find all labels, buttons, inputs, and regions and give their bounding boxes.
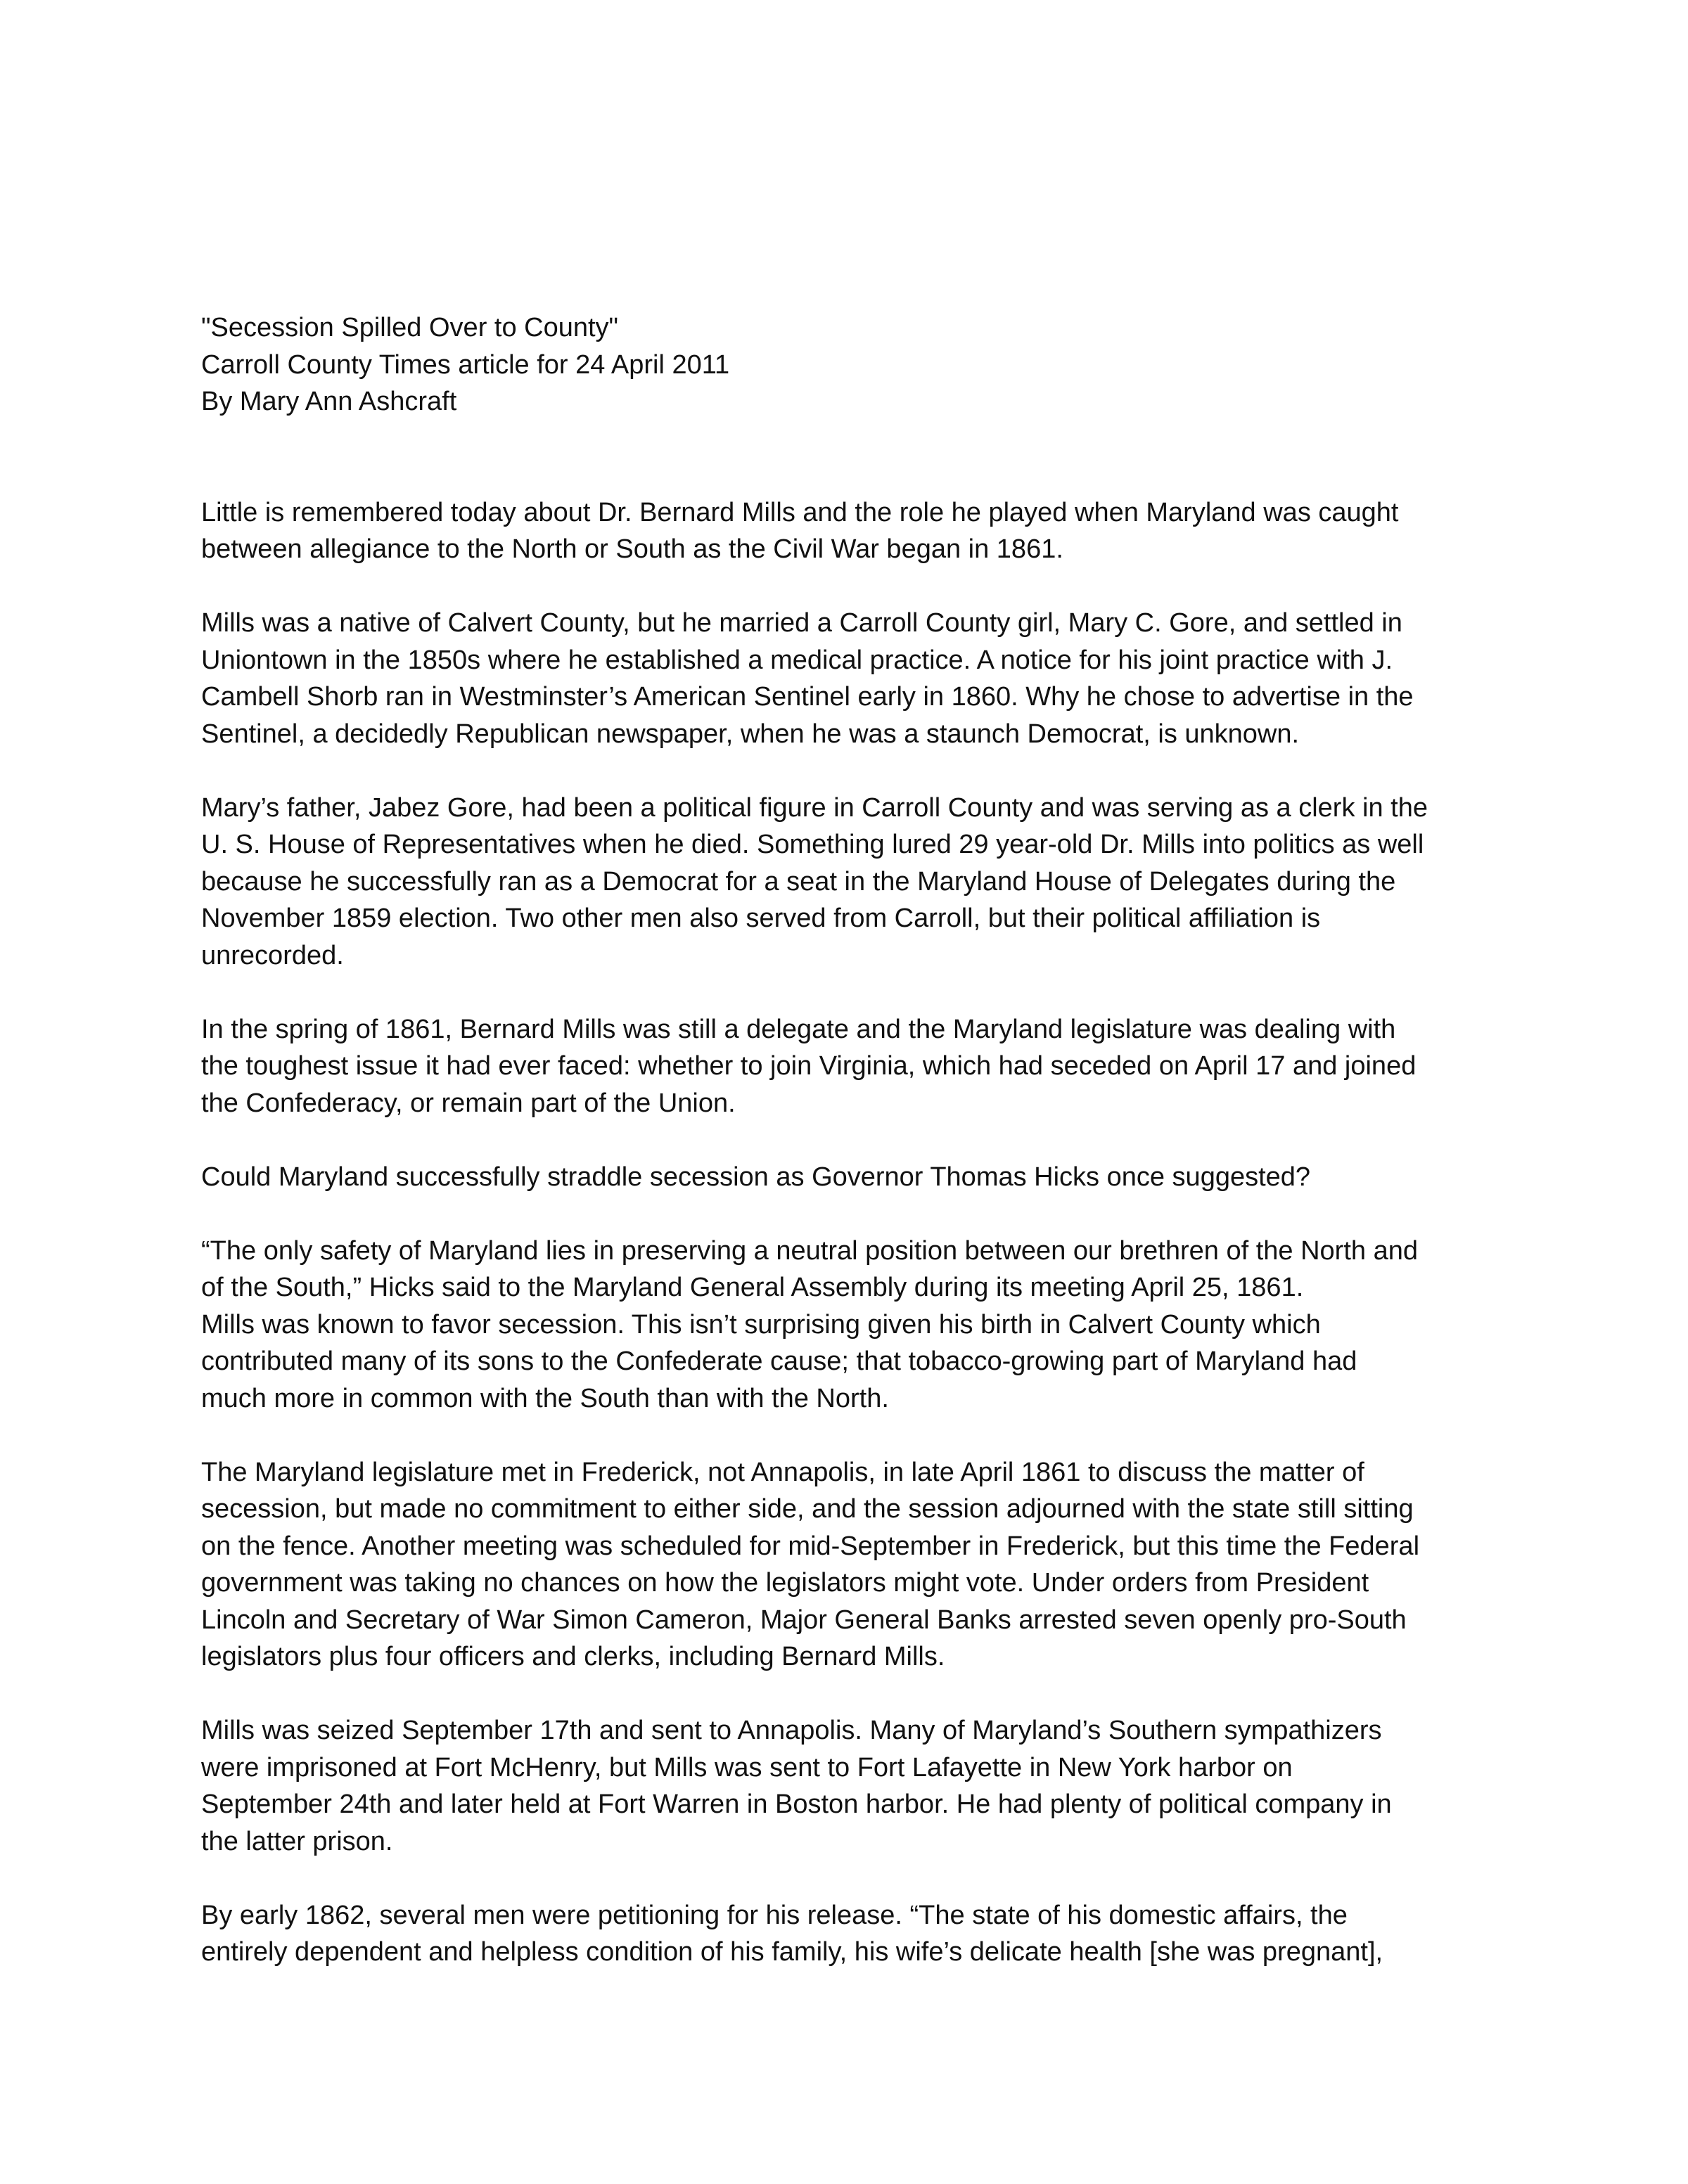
paragraph-spring-1861: In the spring of 1861, Bernard Mills was still a delegate and the Maryland legislature was dealing with the toughest issue it had ever faced: whether to join Virginia, which had seceded on April 17 and joined the Confederacy, or remain part of the Union. xyxy=(201,1014,1417,1118)
paragraph-straddle-question: Could Maryland successfully straddle secession as Governor Thomas Hicks once suggested? xyxy=(201,1162,1311,1192)
paragraph-favor-secession: Mills was known to favor secession. This isn’t surprising given his birth in Calvert County which contributed many of its sons to the Confederate cause; that tobacco-growing part of Maryland had much more in common with the South than with the North. xyxy=(201,1309,1357,1413)
paragraph-mills-native: Mills was a native of Calvert County, but he married a Carroll County girl, Mary C. Gore, and settled in Uniontown in the 1850s where he established a medical practice. A notice for his joint practice with J. Cambell Shorb ran in Westminster’s American Sentinel early in 1860. Why he chose to advertise in the Sentinel, a decidedly Republican newspaper, when he was a staunch Democrat, is unknown. xyxy=(201,608,1414,749)
paragraph-petitioning: By early 1862, several men were petitioning for his release. “The state of his domestic affairs, the entirely dependent and helpless condition of his family, his wife’s delicate health [she was pregnant], xyxy=(201,1900,1383,1967)
byline: By Mary Ann Ashcraft xyxy=(201,387,457,416)
article-title: "Secession Spilled Over to County" xyxy=(201,313,619,342)
paragraph-jabez-gore: Mary’s father, Jabez Gore, had been a political figure in Carroll County and was serving as a clerk in the U. S. House of Representatives when he died. Something lured 29 year-old Dr. Mills into politics as well because he successfully ran as a Democrat for a seat in the Maryland House of Delegates during the November 1859 election. Two other men also served from Carroll, but their political affiliation is unrecorded. xyxy=(201,792,1428,970)
paragraph-mills-seized: Mills was seized September 17th and sent to Annapolis. Many of Maryland’s Southern sympathizers were imprisoned at Fort McHenry, but Mills was sent to Fort Lafayette in New York harbor on September 24th and later held at Fort Warren in Boston harbor. He had plenty of political company in the latter prison. xyxy=(201,1716,1392,1856)
paragraph-frederick-meeting: The Maryland legislature met in Frederick, not Annapolis, in late April 1861 to discuss the matter of secession, but made no commitment to either side, and the session adjourned with the state still sitting on the fence. Another meeting was scheduled for mid-September in Frederick, but this time the Federal government was taking no chances on how the legislators might vote. Under orders from President Lincoln and Secretary of War Simon Cameron, Major General Banks arrested seven openly pro-South legislators plus four officers and clerks, including Bernard Mills. xyxy=(201,1457,1420,1671)
article-header xyxy=(201,309,1523,420)
paragraph-intro: Little is remembered today about Dr. Bernard Mills and the role he played when Maryland was caught between allegiance to the North or South as the Civil War began in 1861. xyxy=(201,497,1399,564)
article-body xyxy=(201,309,1523,2008)
paragraph-hicks-quote: “The only safety of Maryland lies in preserving a neutral position between our brethren of the North and of the South,” Hicks said to the Maryland General Assembly during its meeting April 25, 1861. xyxy=(201,1235,1418,1302)
publication-line: Carroll County Times article for 24 April 2011 xyxy=(201,349,730,380)
